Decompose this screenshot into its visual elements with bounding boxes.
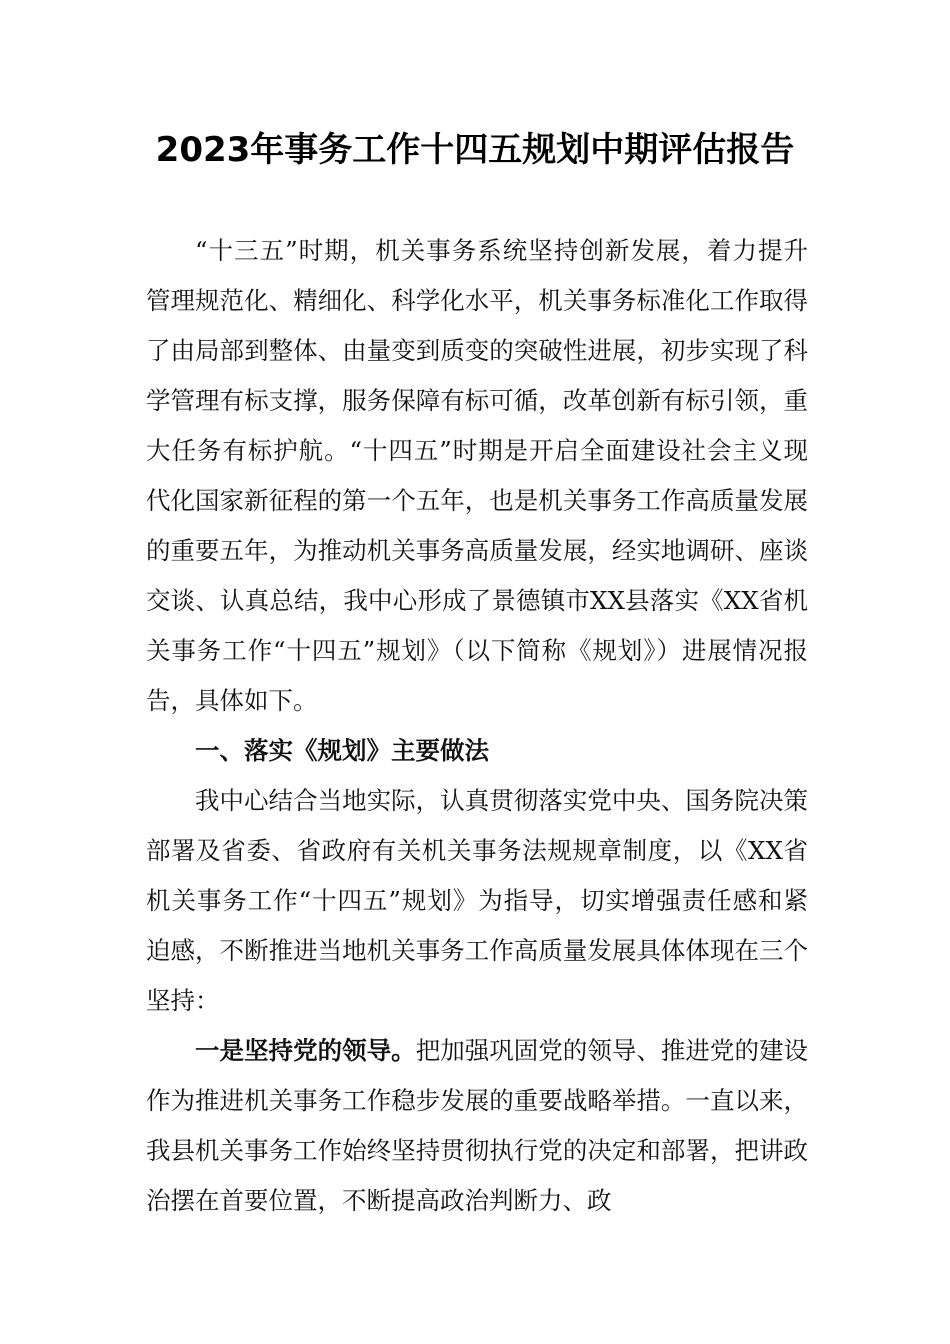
document-body <box>146 226 808 1226</box>
section-paragraph: 我中心结合当地实际，认真贯彻落实党中央、国务院决策部署及省委、省政府有关机关事务法规规章制度，以《XX省机关事务工作“十四五”规划》为指导，切实增强责任感和紧迫感，不断推进当地机关事务工作高质量发展具体体现在三个坚持： <box>146 786 808 1015</box>
point-lead: 一是坚持党的领导。 <box>195 1036 416 1065</box>
document-title: 2023年事务工作十四五规划中期评估报告 <box>155 130 795 170</box>
point-text: 把加强巩固党的领导、推进党的建设作为推进机关事务工作稳步发展的重要战略举措。一直以来，我县机关事务工作始终坚持贯彻执行党的决定和部署，把讲政治摆在首要位置，不断提高政治判断力、政 <box>146 1036 808 1215</box>
point-paragraph <box>146 1026 808 1226</box>
intro-paragraph: “十三五”时期，机关事务系统坚持创新发展，着力提升管理规范化、精细化、科学化水平，机关事务标准化工作取得了由局部到整体、由量变到质变的突破性进展，初步实现了科学管理有标支撑，服务保障有标可循，改革创新有标引领，重大任务有标护航。“十四五”时期是开启全面建设社会主义现代化国家新征程的第一个五年，也是机关事务工作高质量发展的重要五年，为推动机关事务高质量发展，经实地调研、座谈交谈、认真总结，我中心形成了景德镇市XX县落实《XX省机关事务工作“十四五”规划》（以下简称《规划》）进展情况报告，具体如下。 <box>146 236 808 715</box>
section-heading: 一、落实《规划》主要做法 <box>195 736 489 765</box>
